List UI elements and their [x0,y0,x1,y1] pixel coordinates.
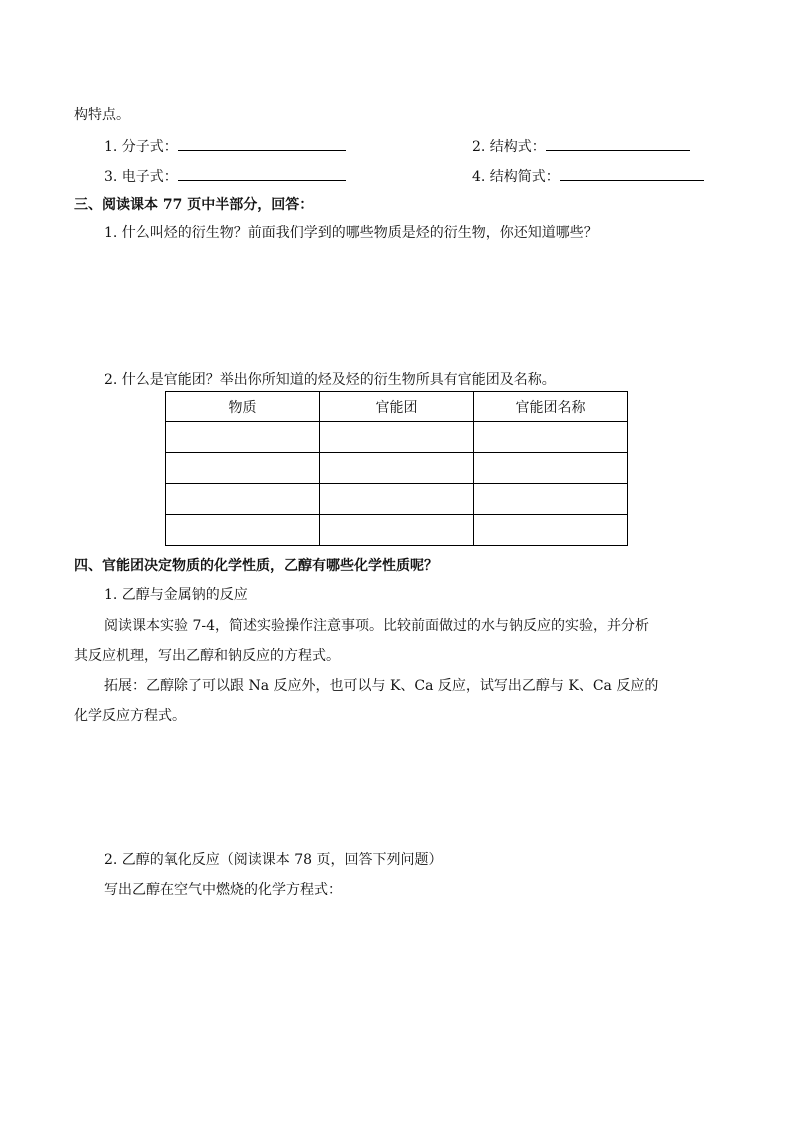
answer-blank[interactable] [546,136,690,151]
column-header: 官能团名称 [474,392,628,422]
field-label: 2. 结构式： [472,139,546,155]
paragraph-line: 阅读课本实验 7-4，简述实验操作注意事项。比较前面做过的水与钠反应的实验，并分析 [104,618,649,634]
column-header: 物质 [166,392,320,422]
subsection-2-title: 2. 乙醇的氧化反应（阅读课本 78 页，回答下列问题） [104,852,443,868]
field-electron-formula [104,166,346,186]
field-condensed-formula [472,166,704,186]
answer-blank[interactable] [178,136,346,151]
table-cell[interactable] [474,515,628,546]
field-label: 1. 分子式： [104,139,178,155]
section-4-heading: 四、官能团决定物质的化学性质，乙醇有哪些化学性质呢？ [74,558,438,574]
question-2: 2. 什么是官能团？举出你所知道的烃及烃的衍生物所具有官能团及名称。 [104,372,556,388]
intro-fragment: 构特点。 [74,107,130,123]
table-cell[interactable] [320,515,474,546]
answer-blank[interactable] [178,166,346,181]
table-header-row [166,392,628,422]
table-row [166,515,628,546]
table-cell[interactable] [474,422,628,453]
answer-blank[interactable] [560,166,704,181]
table-cell[interactable] [166,484,320,515]
table-cell[interactable] [166,422,320,453]
table-row [166,484,628,515]
table-row [166,453,628,484]
table-cell[interactable] [320,453,474,484]
functional-group-table [165,391,628,546]
field-label: 3. 电子式： [104,169,178,185]
field-molecular-formula [104,136,346,156]
table-cell[interactable] [320,422,474,453]
table-cell[interactable] [320,484,474,515]
table-cell[interactable] [166,515,320,546]
field-label: 4. 结构简式： [472,169,560,185]
section-3-heading: 三、阅读课本 77 页中半部分，回答： [74,197,314,213]
paragraph-line: 化学反应方程式。 [74,708,186,724]
table-cell[interactable] [474,484,628,515]
paragraph-line: 拓展：乙醇除了可以跟 Na 反应外，也可以与 K、Ca 反应，试写出乙醇与 K、Ca 反应的 [104,678,659,694]
subsection-1-title: 1. 乙醇与金属钠的反应 [104,587,248,603]
field-structural-formula [472,136,690,156]
question-1: 1. 什么叫烃的衍生物？前面我们学到的哪些物质是烃的衍生物，你还知道哪些？ [104,225,598,241]
table-cell[interactable] [474,453,628,484]
paragraph-line: 写出乙醇在空气中燃烧的化学方程式： [104,882,342,898]
column-header: 官能团 [320,392,474,422]
paragraph-line: 其反应机理，写出乙醇和钠反应的方程式。 [74,648,340,664]
table-row [166,422,628,453]
table-cell[interactable] [166,453,320,484]
